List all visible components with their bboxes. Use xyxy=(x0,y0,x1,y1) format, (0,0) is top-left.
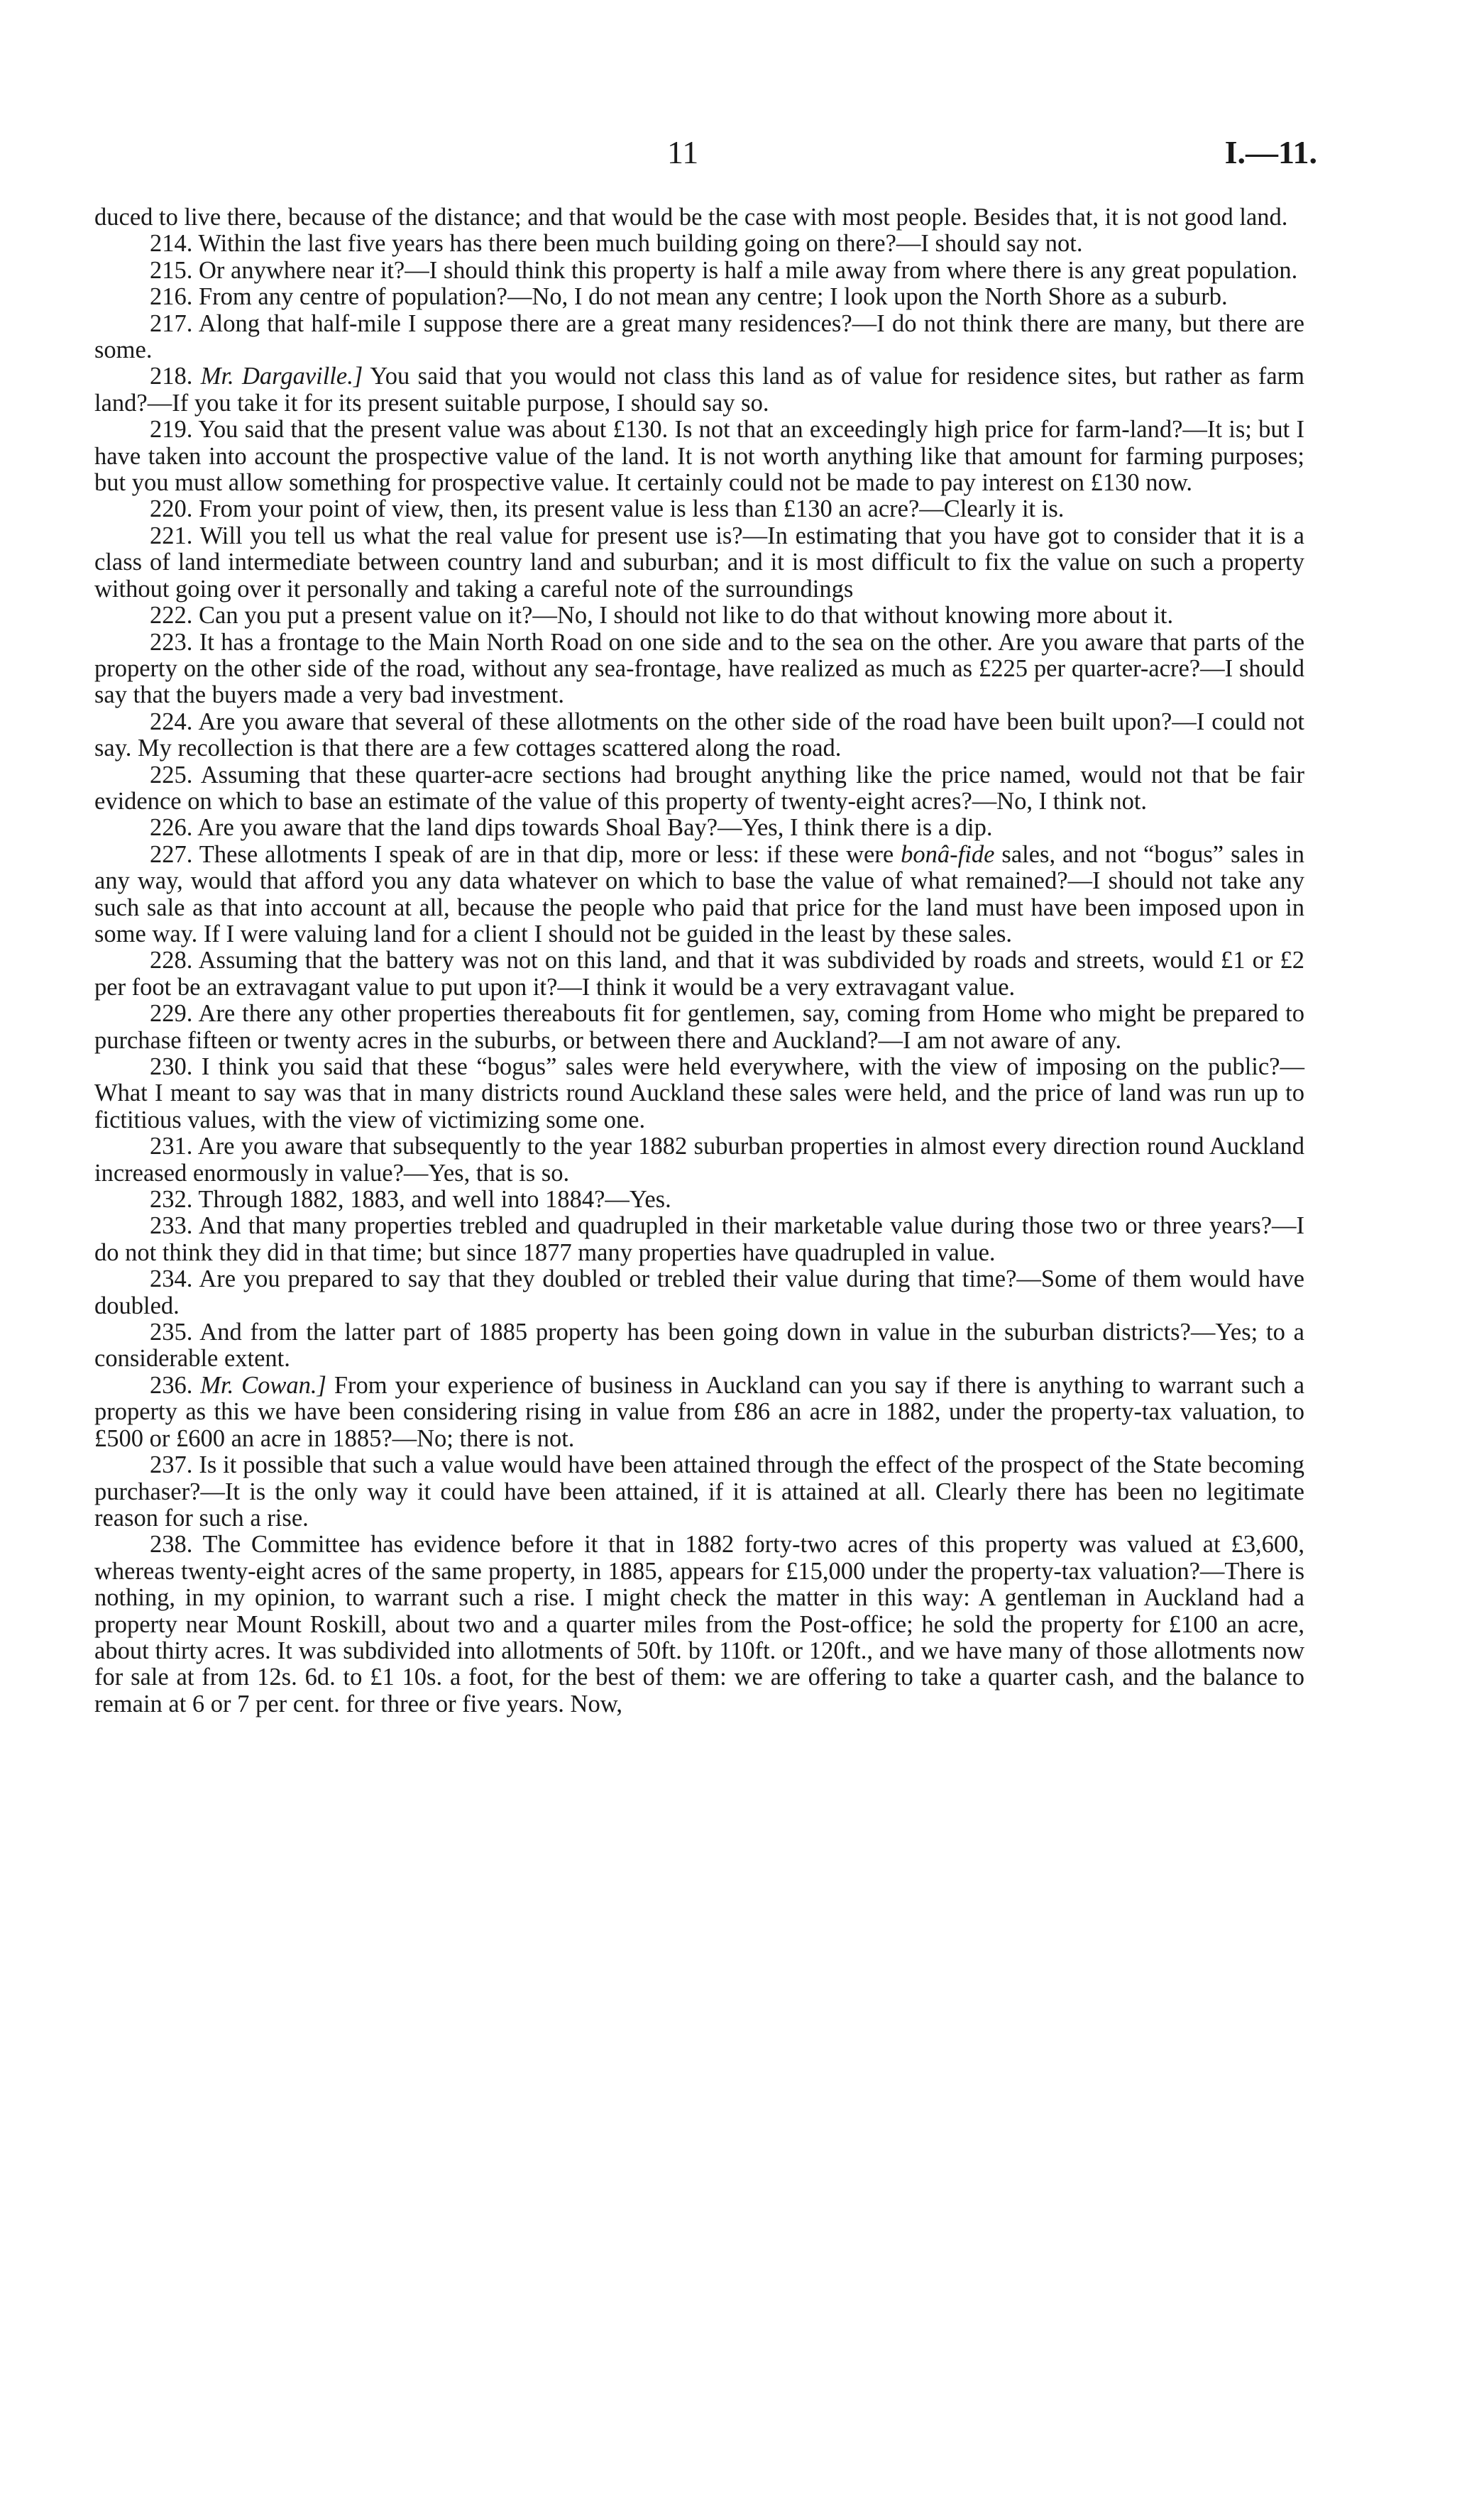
entry-text: Will you tell us what the real value for present use is?—In estimating that you have got to consider that it is a class of land intermediate between country land and suburban; and it is most difficult to fix the value on such a property without going over it personally and taking a careful note of the surroundings xyxy=(94,522,1304,603)
entry-text: And that many properties trebled and quadrupled in their marketable value during those two or three years?—I do not think they did in that time; but since 1877 many properties have quadrupled in value. xyxy=(94,1212,1304,1266)
entry-number: 231. xyxy=(150,1133,193,1160)
entry-text: Is it possible that such a value would have been attained through the effect of the prospect of the State becoming purchaser?—It is the only way it could have been attained, if it is attained at all. Clearly there has been no legitimate reason for such a rise. xyxy=(94,1451,1305,1532)
page-header xyxy=(0,133,1484,183)
entry-text: From any centre of population?—No, I do not mean any centre; I look upon the North Shore as a suburb. xyxy=(199,283,1228,311)
entry-223 xyxy=(94,630,1304,709)
entry-text: Within the last five years has there been much building going on there?—I should say not. xyxy=(198,230,1083,258)
entry-233 xyxy=(94,1213,1304,1266)
entry-229 xyxy=(94,1001,1304,1054)
entry-number: 214. xyxy=(150,230,193,258)
entry-text: Are you aware that the land dips towards Shoal Bay?—Yes, I think there is a dip. xyxy=(197,814,993,842)
entry-text: You said that you would not class this land as of value for residence sites, but rather as farm land?—If you take it for its present suitable purpose, I should say so. xyxy=(94,363,1304,417)
entry-text: Or anywhere near it?—I should think this property is half a mile away from where there is any great population. xyxy=(199,256,1298,284)
entry-232 xyxy=(94,1187,1304,1213)
entry-222 xyxy=(94,603,1304,629)
entry-number: 232. xyxy=(150,1186,193,1214)
document-reference: I.—11. xyxy=(1224,134,1317,170)
entry-218 xyxy=(94,363,1304,417)
entry-text: It has a frontage to the Main North Road on one side and to the sea on the other. Are you aware that parts of the property on the other side of the road, without any sea-frontage, have realized as much as £225 per quarter-acre?—I should say that the buyers made a very bad investment. xyxy=(94,628,1305,709)
entry-text: I think you said that these “bogus” sales were held everywhere, with the view of imposing on the public?—What I meant to say was that in many districts round Auckland these sales were held, and the price of land was run up to fictitious values, with the view of victimizing some one. xyxy=(94,1053,1304,1133)
entry-number: 229. xyxy=(150,1000,193,1028)
entry-234 xyxy=(94,1266,1304,1319)
entry-215 xyxy=(94,258,1304,284)
entry-number: 220. xyxy=(150,495,193,523)
entry-number: 237. xyxy=(150,1451,193,1479)
entry-219 xyxy=(94,417,1304,496)
entry-number: 234. xyxy=(150,1265,193,1293)
italic-term: bonâ-fide xyxy=(901,840,995,868)
entry-235 xyxy=(94,1319,1304,1373)
entry-number: 227. xyxy=(150,840,193,868)
entry-number: 230. xyxy=(150,1053,193,1080)
entry-text: From your experience of business in Auckland can you say if there is anything to warrant such a property as this we have been considering rising in value from £86 an acre in 1882, under the property-tax valuation, to £500 or £600 an acre in 1885?—No; there is not. xyxy=(94,1371,1305,1452)
entry-text: Are you aware that several of these allotments on the other side of the road have been built upon?—I could not say. My recollection is that there are a few cottages scattered along the road. xyxy=(94,708,1304,762)
entry-238 xyxy=(94,1532,1304,1718)
entry-text: From your point of view, then, its present value is less than £130 an acre?—Clearly it is. xyxy=(199,495,1065,523)
entry-number: 223. xyxy=(150,628,193,656)
entry-216 xyxy=(94,284,1304,310)
entry-number: 235. xyxy=(150,1319,193,1346)
entry-text: Are you aware that subsequently to the year 1882 suburban properties in almost every direction round Auckland increased enormously in value?—Yes, that is so. xyxy=(94,1133,1304,1187)
entry-text: The Committee has evidence before it that in 1882 forty-two acres of this property was valued at £3,600, whereas twenty-eight acres of the same property, in 1885, appears for £15,000 under the property-tax valuation?—There is nothing, in my opinion, to warrant such a rise. I might check the matter in this way: A gentleman in Auckland had a property near Mount Roskill, about two and a quarter miles from the Post-office; he sold the property for £100 an acre, about thirty acres. It was subdivided into allotments of 50ft. by 110ft. or 120ft., and we have many of those allotments now for sale at from 12s. 6d. to £1 10s. a foot, for the best of them: we are offering to take a quarter cash, and the balance to remain at 6 or 7 per cent. for three or five years. Now, xyxy=(94,1531,1304,1718)
entry-text: These allotments I speak of are in that dip, more or less: if these were xyxy=(199,840,894,868)
entry-number: 216. xyxy=(150,283,193,311)
entry-221 xyxy=(94,523,1304,603)
entry-236 xyxy=(94,1373,1304,1452)
speaker-name: Mr. Dargaville.] xyxy=(200,363,363,390)
entry-number: 226. xyxy=(150,814,193,842)
entry-number: 221. xyxy=(150,522,193,549)
entry-227 xyxy=(94,842,1304,948)
entry-number: 228. xyxy=(150,947,193,974)
entry-text: Are there any other properties thereabouts fit for gentlemen, say, coming from Home who might be prepared to purchase fifteen or twenty acres in the suburbs, or between there and Auckland?—I am not aware of any. xyxy=(94,1000,1304,1054)
entry-number: 218. xyxy=(150,363,193,390)
entry-number: 225. xyxy=(150,761,193,788)
entry-224 xyxy=(94,709,1304,762)
entry-number: 222. xyxy=(150,602,193,630)
opening-paragraph: duced to live there, because of the distance; and that would be the case with most people. Besides that, it is not good land. xyxy=(94,204,1288,231)
entry-text-continued: sales, and not “bogus” sales in any way, would that afford you any data whatever on which to base the value of what remained?—I should not take any such sale as that into account at all, because the people who paid that price for the land must have been imposed upon in some way. If I were valuing land for a client I should not be guided in the least by these sales. xyxy=(94,840,1304,947)
entry-text: Through 1882, 1883, and well into 1884?—Yes. xyxy=(198,1186,671,1214)
speaker-name: Mr. Cowan.] xyxy=(200,1371,326,1399)
entry-number: 215. xyxy=(150,256,193,284)
entry-text: Assuming that these quarter-acre sections had brought anything like the price named, would not that be fair evidence on which to base an estimate of the value of this property of twenty-eight acres?—No, I think not. xyxy=(94,761,1304,815)
entry-number: 224. xyxy=(150,708,193,735)
entry-number: 236. xyxy=(150,1371,193,1399)
entry-text: You said that the present value was about £130. Is not that an exceedingly high price for farm-land?—It is; but I have taken into account the prospective value of the land. It is not worth anything like that amount for farming purposes; but you must allow something for prospective value. It certainly could not be made to pay interest on £130 now. xyxy=(94,416,1304,497)
entry-220 xyxy=(94,496,1304,522)
page-number: 11 xyxy=(667,134,699,170)
entry-230 xyxy=(94,1054,1304,1133)
entry-number: 217. xyxy=(150,309,193,337)
document-body xyxy=(94,204,1304,1718)
entry-number: 219. xyxy=(150,416,193,444)
entry-number: 238. xyxy=(150,1531,193,1559)
entry-231 xyxy=(94,1133,1304,1187)
entry-text: Assuming that the battery was not on this land, and that it was subdivided by roads and streets, would £1 or £2 per foot be an extravagant value to put upon it?—I think it would be a very extravagant value. xyxy=(94,947,1304,1001)
entry-237 xyxy=(94,1452,1304,1532)
entry-217 xyxy=(94,311,1304,364)
entry-228 xyxy=(94,947,1304,1001)
entry-226 xyxy=(94,815,1304,841)
entry-number: 233. xyxy=(150,1212,193,1240)
entry-225 xyxy=(94,762,1304,815)
entry-text: Are you prepared to say that they doubled or trebled their value during that time?—Some of them would have doubled. xyxy=(94,1265,1304,1319)
entry-text: Along that half-mile I suppose there are a great many residences?—I do not think there are many, but there are some. xyxy=(94,309,1304,364)
entry-text: Can you put a present value on it?—No, I should not like to do that without knowing more about it. xyxy=(199,602,1174,630)
entry-text: And from the latter part of 1885 property has been going down in value in the suburban districts?—Yes; to a considerable extent. xyxy=(94,1319,1304,1373)
entry-214 xyxy=(94,231,1304,257)
